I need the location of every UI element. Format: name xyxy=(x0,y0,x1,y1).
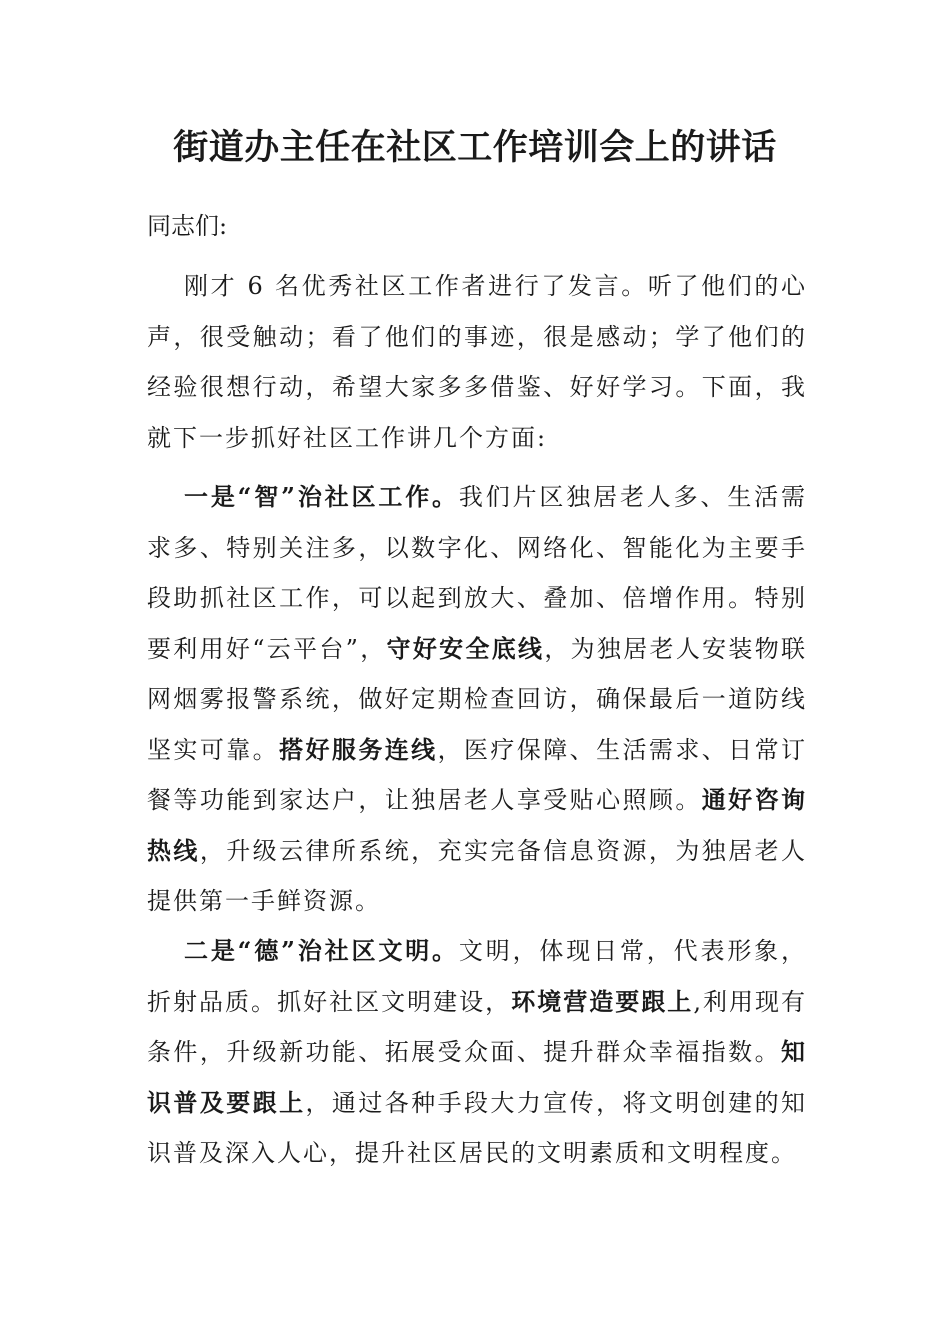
section-heading: 二是“德”治社区文明。 xyxy=(184,936,459,965)
paragraph-moral-civilization xyxy=(147,926,807,1179)
key-phrase: 搭好服务连线 xyxy=(279,734,438,764)
salutation: 同志们: xyxy=(147,212,228,240)
paragraph-text: ，医疗保障、生活需求、日常订餐等功能到家达户，让独居老人享受贴心照顾。 xyxy=(147,735,808,814)
paragraph-text: ，通过各种手段大力宣传，将文明创建的知识普及深入人心，提升社区居民的文明素质和文明程度。 xyxy=(147,1088,807,1167)
key-phrase: 知识普及要跟上 xyxy=(147,1037,807,1117)
key-phrase: 通好咨询热线 xyxy=(147,785,807,865)
paragraph-smart-governance xyxy=(147,472,807,927)
section-heading: 一是“智”治社区工作。 xyxy=(184,482,459,511)
paragraph-intro xyxy=(147,261,807,463)
document-title: 街道办主任在社区工作培训会上的讲话 xyxy=(173,127,777,168)
paragraph-text: 刚才 6 名优秀社区工作者进行了发言。听了他们的心声，很受触动；看了他们的事迹，很是感动；学了他们的经验很想行动，希望大家多多借鉴、好好学习。下面，我就下一步抓好社区工作讲几个方面: xyxy=(147,272,807,452)
paragraph-text: ，升级云律所系统，充实完备信息资源，为独居老人提供第一手鲜资源。 xyxy=(147,836,808,915)
paragraph-text: 文明，体现日常，代表形象，折射品质。抓好社区文明建设， xyxy=(147,937,808,1016)
key-phrase: 守好安全底线 xyxy=(386,633,545,663)
paragraph-text: ,利用现有条件，升级新功能、拓展受众面、提升群众幸福指数。 xyxy=(147,987,807,1066)
paragraph-text: 我们片区独居老人多、生活需求多、特别关注多，以数字化、网络化、智能化为主要手段助抓社区工作，可以起到放大、叠加、倍增作用。特别要利用好“云平台”， xyxy=(147,483,808,663)
key-phrase: 环境营造要跟上 xyxy=(511,986,694,1016)
paragraph-text: ，为独居老人安装物联网烟雾报警系统，做好定期检查回访，确保最后一道防线坚实可靠。 xyxy=(147,634,808,764)
